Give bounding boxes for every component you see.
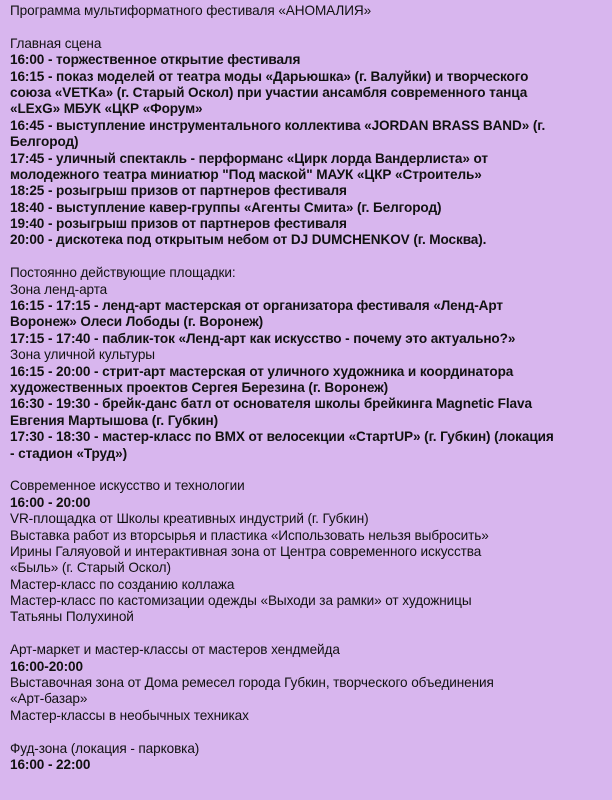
schedule-line: Евгения Мартышова (г. Губкин) bbox=[10, 412, 219, 428]
program-line: Мастер-класс по кастомизации одежды «Выходи за рамки» от художницы bbox=[10, 593, 472, 609]
program-line: Ирины Галяуовой и интерактивная зона от Центра современного искусства bbox=[10, 543, 482, 559]
program-line: Татьяны Полухиной bbox=[10, 609, 134, 625]
schedule-line: - стадион «Труд») bbox=[10, 445, 128, 461]
spacer bbox=[10, 626, 608, 642]
schedule-line: 17:15 - 17:40 - паблик-ток «Ленд-арт как искусство - почему это актуально?» bbox=[10, 330, 516, 346]
schedule-line: 16:15 - 20:00 - стрит-арт мастерская от уличного художника и координатора bbox=[10, 363, 514, 379]
food-zone-time: 16:00 - 22:00 bbox=[10, 756, 91, 772]
schedule-line: 18:25 - розыгрыш призов от партнеров фестиваля bbox=[10, 183, 347, 199]
schedule-line: 16:45 - выступление инструментального коллектива «JORDAN BRASS BAND» (г. bbox=[10, 117, 546, 133]
food-zone-heading: Фуд-зона (локация - парковка) bbox=[10, 740, 200, 756]
main-stage-heading: Главная сцена bbox=[10, 35, 102, 51]
document-title: Программа мультиформатного фестиваля «АНОМАЛИЯ» bbox=[10, 3, 372, 18]
art-market-heading: Арт-маркет и мастер-классы от мастеров хендмейда bbox=[10, 642, 340, 658]
program-line: «Быль» (г. Старый Оскол) bbox=[10, 560, 171, 576]
schedule-line: художественных проектов Сергея Березина (г. Воронеж) bbox=[10, 379, 389, 395]
schedule-line: Белгород) bbox=[10, 134, 79, 150]
schedule-line: союза «VETKa» (г. Старый Оскол) при участии ансамбля современного танца bbox=[10, 84, 528, 100]
schedule-line: 18:40 - выступление кавер-группы «Агенты Смита» (г. Белгород) bbox=[10, 199, 442, 215]
schedule-line: 16:00 - торжественное открытие фестиваля bbox=[10, 52, 301, 68]
schedule-line: молодежного театра миниатюр "Под маской" МАУК «ЦКР «Строитель» bbox=[10, 166, 482, 182]
spacer bbox=[10, 724, 608, 740]
program-line: «Арт-базар» bbox=[10, 691, 88, 707]
program-line: Выставочная зона от Дома ремесел города Губкин, творческого объединения bbox=[10, 675, 494, 691]
land-art-zone-heading: Зона ленд-арта bbox=[10, 281, 108, 297]
art-market-time: 16:00-20:00 bbox=[10, 658, 83, 674]
schedule-line: 16:30 - 19:30 - брейк-данс батл от основателя школы брейкинга Magnetic Flava bbox=[10, 396, 532, 412]
program-line: Мастер-класс по созданию коллажа bbox=[10, 576, 235, 592]
schedule-line: Воронеж» Олеси Лободы (г. Воронеж) bbox=[10, 314, 264, 330]
schedule-line: 17:45 - уличный спектакль - перформанс «Цирк лорда Вандерлиста» от bbox=[10, 150, 488, 166]
program-line: Мастер-классы в необычных техниках bbox=[10, 707, 249, 723]
spacer bbox=[10, 249, 608, 265]
schedule-line: 17:30 - 18:30 - мастер-класс по BMX от велосекции «СтартUP» (г. Губкин) (локация bbox=[10, 429, 554, 445]
schedule-line: 19:40 - розыгрыш призов от партнеров фестиваля bbox=[10, 216, 347, 232]
program-line: Выставка работ из вторсырья и пластика «Использовать нельзя выбросить» bbox=[10, 527, 489, 543]
modern-art-time: 16:00 - 20:00 bbox=[10, 494, 91, 510]
modern-art-heading: Современное искусство и технологии bbox=[10, 478, 245, 494]
spacer bbox=[10, 462, 608, 478]
schedule-line: «LExG» МБУК «ЦКР «Форум» bbox=[10, 101, 203, 117]
schedule-line: 16:15 - показ моделей от театра моды «Дарьюшка» (г. Валуйки) и творческого bbox=[10, 68, 529, 84]
spacer bbox=[10, 19, 608, 35]
street-culture-zone-heading: Зона уличной культуры bbox=[10, 347, 155, 363]
schedule-line: 20:00 - дискотека под открытым небом от DJ DUMCHENKOV (г. Москва). bbox=[10, 232, 487, 248]
schedule-line: 16:15 - 17:15 - ленд-арт мастерская от организатора фестиваля «Ленд-Арт bbox=[10, 298, 503, 314]
program-line: VR-площадка от Школы креативных индустрий (г. Губкин) bbox=[10, 511, 369, 527]
permanent-venues-heading: Постоянно действующие площадки: bbox=[10, 265, 236, 281]
